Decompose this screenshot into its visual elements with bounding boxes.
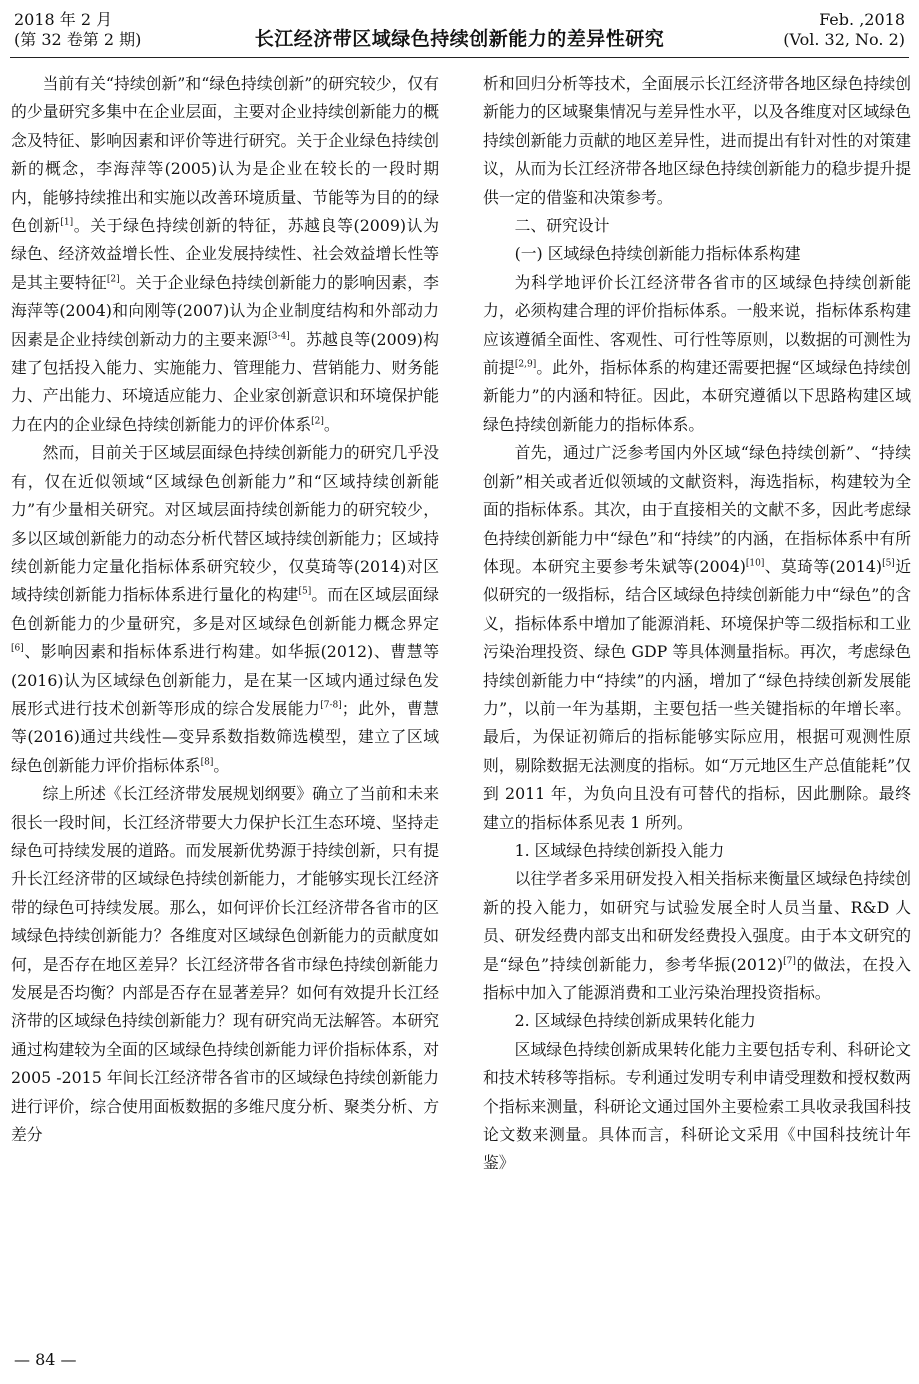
citation: [5]	[298, 587, 312, 598]
paragraph-text: 以往学者多采用研发投入相关指标来衡量区域绿色持续创新的投入能力，如研究与试验发展全时人员当量、R&D 人员、研发经费内部支出和研发经费投入强度。由于本文研究的是“绿色”持续创新能力，参考华振(2012)	[483, 869, 911, 974]
paragraph-text: 。而在区域层面绿色创新能力的少量研究，多是对区域绿色创新能力概念界定	[11, 585, 439, 633]
paragraph: 析和回归分析等技术，全面展示长江经济带各地区绿色持续创新能力的区域聚集情况与差异性水平，以及各维度对区域绿色持续创新能力贡献的地区差异性，进而提出有针对性的对策建议，从而为长江经济带各地区绿色持续创新能力的稳步提升提供一定的借鉴和决策参考。	[483, 74, 911, 207]
paragraph	[11, 70, 439, 439]
citation: [2]	[106, 274, 120, 285]
citation: [2]	[311, 416, 324, 427]
journal-volume-en-line: (Vol. 32, No. 2)	[783, 30, 905, 49]
header-rule	[10, 57, 909, 58]
paragraph	[483, 439, 911, 837]
paragraph-text: 、影响因素和指标体系进行构建。如华振(2012)、曹慧等(2016)认为区域绿色创新能力，是在某一区域内通过绿色发展形式进行技术创新等形成的综合发展能力	[11, 642, 439, 718]
paragraph: 综上所述《长江经济带发展规划纲要》确立了当前和未来很长一段时间，长江经济带要大力保护长江生态环境、坚持走绿色可持续发展的道路。而发展新优势源于持续创新，只有提升长江经济带的区域绿色持续创新能力，才能够实现长江经济带的绿色可持续发展。那么，如何评价长江经济带各省市的区域绿色持续创新能力？各维度对区域绿色创新能力的贡献度如何，是否存在地区差异？长江经济带各省市绿色持续创新能力发展是否均衡？内部是否存在显著差异？如何有效提升长江经济带的区域绿色持续创新能力？现有研究尚无法解答。本研究通过构建较为全面的区域绿色持续创新能力评价指标体系，对 2005 -2015 年间长江经济带各省市的区域绿色持续创新能力进行评价，综合使用面板数据的多维尺度分析、聚类分析、方差分	[11, 784, 439, 1145]
right-column	[483, 70, 911, 1178]
paragraph: 区域绿色持续创新成果转化能力主要包括专利、科研论文和技术转移等指标。专利通过发明专利申请受理数和授权数两个指标来测量，科研论文通过国外主要检索工具收录我国科技论文数来测量。具体而言，科研论文采用《中国科技统计年鉴》	[483, 1039, 911, 1173]
paragraph-text: 当前有关“持续创新”和“绿色持续创新”的研究较少，仅有的少量研究多集中在企业层面，主要对企业持续创新能力的概念及特征、影响因素和评价等进行研究。关于企业绿色持续创新的概念，李海萍等(2005)认为是企业在较长的一段时期内，能够持续推出和实施以改善环境质量、节能等为目的的绿色创新	[11, 74, 439, 236]
left-column	[11, 70, 439, 1149]
paragraph-text: 。关于绿色持续创新的特征，苏越良等(2009)认为绿色、经济效益增长性、企业发展持续性、社会效益增长性等是其主要特征	[11, 216, 439, 292]
paragraph-text: 近似研究的一级指标，结合区域绿色持续创新能力中“绿色”的含义，指标体系中增加了能源消耗、环境保护等二级指标和工业污染治理投资、绿色 GDP 等具体测量指标。再次，考虑绿色持续创新能力中“持续”的内涵，增加了“绿色持续创新发展能力”，以前一年为基期，主要包括一些关键指标的年增长率。最后，为保证初筛后的指标能够实际应用，根据可观测性原则，剔除数据无法测度的指标。如“万元地区生产总值能耗”仅到 2011 年，为负向且没有可替代的指标，因此删除。最终建立的指标体系见表 1 所列。	[483, 556, 911, 832]
running-title: 长江经济带区域绿色持续创新能力的差异性研究	[254, 28, 665, 50]
journal-date-line1: 2018 年 2 月	[14, 10, 113, 29]
paragraph-text: 首先，通过广泛参考国内外区域“绿色持续创新”、“持续创新”相关或者近似领域的文献资料，海选指标，构建较为全面的指标体系。其次，由于直接相关的文献不多，因此考虑绿色持续创新能力中“绿色”和“持续”的内涵，在指标体系中有所体现。本研究主要参考朱斌等(2004)	[483, 443, 911, 576]
section-heading: 二、研究设计	[514, 216, 610, 236]
paragraph-text: 为科学地评价长江经济带各省市的区域绿色持续创新能力，必须构建合理的评价指标体系。一般来说，指标体系构建应该遵循全面性、客观性、可行性等原则，以数据的可测性为前提	[483, 272, 911, 378]
paragraph-text: 。此外，指标体系的构建还需要把握“区域绿色持续创新能力”的内涵和特征。因此，本研究遵循以下思路构建区域绿色持续创新能力的指标体系。	[483, 358, 911, 434]
subsection-heading: 1. 区域绿色持续创新投入能力	[514, 840, 725, 860]
paragraph-text: 。关于企业绿色持续创新能力的影响因素，李海萍等(2004)和向刚等(2007)认为企业制度结构和外部动力因素是企业持续创新动力的主要来源	[11, 272, 439, 349]
paragraph-text: 。苏越良等(2009)构建了包括投入能力、实施能力、管理能力、营销能力、财务能力、产出能力、环境适应能力、企业家创新意识和环境保护能力在内的企业绿色持续创新能力的评价体系	[11, 329, 439, 434]
citation: [10]	[745, 558, 765, 569]
paragraph	[11, 439, 439, 780]
page-header	[0, 0, 919, 62]
citation: [5]	[882, 558, 895, 569]
paragraph-text: 的做法，在投入指标中加入了能源消费和工业污染治理投资指标。	[483, 954, 911, 1002]
page-number: — 84 —	[14, 1350, 77, 1369]
paragraph-text: ；此外，曹慧等(2016)通过共线性—变异系数指数筛选模型，建立了区域绿色创新能力评价指标体系	[11, 698, 439, 775]
citation: [8]	[200, 757, 214, 768]
citation: [6]	[11, 643, 24, 654]
subsection-heading: (一) 区域绿色持续创新能力指标体系构建	[514, 244, 801, 264]
paragraph-text: 然而，目前关于区域层面绿色持续创新能力的研究几乎没有，仅在近似领域“区域绿色创新能力”和“区域持续创新能力”有少量相关研究。对区域层面持续创新能力的研究较少，多以区域创新能力的动态分析代替区域持续创新能力；区域持续创新能力定量化指标体系研究较少，仅莫琦等(2014)对区域持续创新能力指标体系进行量化的构建	[11, 443, 439, 605]
citation: [1]	[60, 217, 74, 228]
citation: [7]	[783, 956, 796, 967]
paragraph	[483, 269, 911, 439]
journal-date-en	[783, 10, 905, 50]
citation: [7-8]	[320, 700, 342, 711]
paragraph-text: 。	[213, 755, 230, 775]
journal-date-en-line1: Feb. ,2018	[819, 10, 905, 29]
paragraph	[483, 865, 911, 1007]
journal-volume-line: (第 32 卷第 2 期)	[14, 30, 142, 49]
subsection-heading: 2. 区域绿色持续创新成果转化能力	[514, 1011, 756, 1031]
citation: [2,9]	[514, 359, 537, 370]
citation: [3-4]	[268, 331, 290, 342]
paragraph-text: 、莫琦等(2014)	[764, 556, 883, 576]
paragraph-text: 。	[323, 414, 340, 434]
